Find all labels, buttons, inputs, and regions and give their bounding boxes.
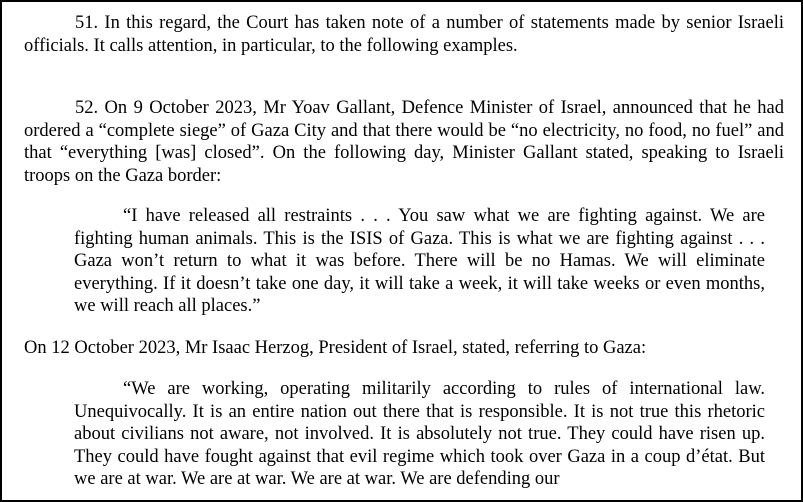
paragraph-52-text: On 9 October 2023, Mr Yoav Gallant, Defence Minister of Israel, announced that he had ordered a “complete siege” of Gaza City and that there would be “no electricity, no food, no fuel” and that “everything [was] closed”. On the following day, Minister Gallant stated, speaking to Israeli troops on the Gaza border:: [24, 98, 785, 186]
paragraph-number-52: 52.: [75, 98, 99, 118]
paragraph-51: [24, 12, 784, 57]
paragraph-52: [24, 97, 784, 187]
herzog-quote: “We are working, operating militarily according to rules of international law. Unequivocally. It is an entire nation out there that is responsible. It is not true this rhetoric about civilians not aware, not involved. It is absolutely not true. They could have risen up. They could have fought against that evil regime which took over Gaza in a coup d’état. But we are at war. We are at war. We are at war. We are defending our: [74, 379, 765, 489]
gallant-quote: “I have released all restraints . . . You saw what we are fighting against. We are fighting human animals. This is the ISIS of Gaza. This is what we are fighting against . . . Gaza won’t return to what it was before. There will be no Hamas. We will eliminate everything. If it doesn’t take one day, it will take a week, it will take weeks or even months, we will reach all places.”: [74, 206, 765, 316]
paragraph-number-51: 51.: [75, 13, 99, 33]
herzog-intro: On 12 October 2023, Mr Isaac Herzog, President of Israel, stated, referring to Gaza:: [24, 338, 647, 358]
paragraph-51-text: In this regard, the Court has taken note of a number of statements made by senior Israeli officials. It calls attention, in particular, to the following examples.: [24, 13, 784, 56]
